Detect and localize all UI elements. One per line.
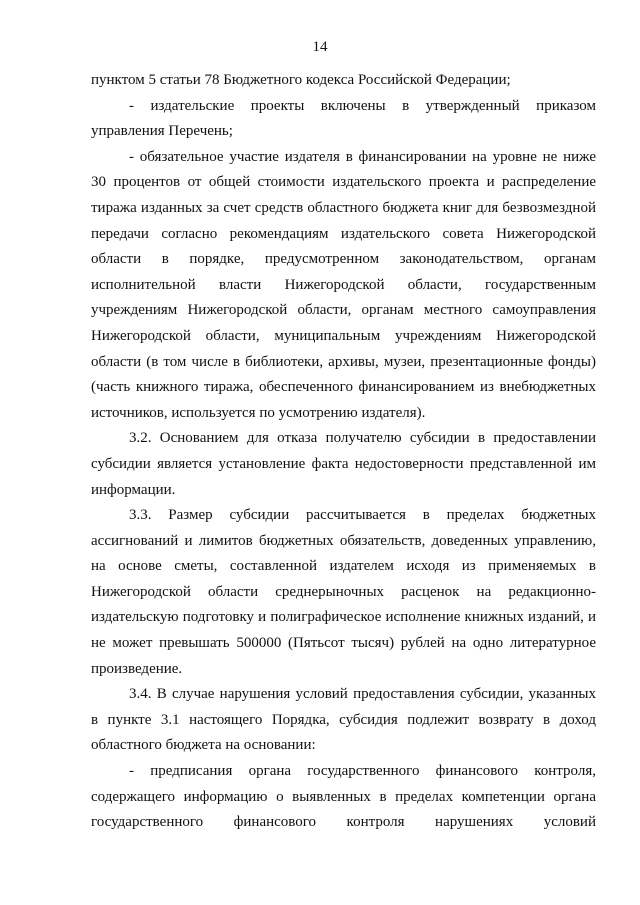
paragraph-list-item-participation: - обязательное участие издателя в финансировании на уровне не ниже 30 процентов от общей стоимости издательского проекта и распределение тиража изданных за счет средств областного бюджета книг для безвозмездной передачи согласно рекомендациям издательского совета Нижегородской области в порядке, предусмотренном законодательством, органам исполнительной власти Нижегородской области, государственным учреждениям Нижегородской области, органам местного самоуправления Нижегородской области, муниципальным учреждениям Нижегородской области (в том числе в библиотеки, архивы, музеи, презентационные фонды) (часть книжного тиража, обеспеченного финансированием из внебюджетных источников, используется по усмотрению издателя). bbox=[91, 148, 596, 421]
paragraph-continuation: пунктом 5 статьи 78 Бюджетного кодекса Российской Федерации; bbox=[91, 72, 511, 88]
document-body bbox=[91, 68, 596, 836]
paragraph-list-item-prescription: - предписания органа государственного финансового контроля, содержащего информацию о выявленных в пределах компетенции органа государственного финансового контроля нарушениях условий bbox=[91, 763, 596, 831]
paragraph-3-2: 3.2. Основанием для отказа получателю субсидии в предоставлении субсидии является установление факта недостоверности представленной им информации. bbox=[91, 430, 596, 498]
paragraph-list-item-projects: - издательские проекты включены в утвержденный приказом управления Перечень; bbox=[91, 97, 596, 140]
paragraph-3-3: 3.3. Размер субсидии рассчитывается в пределах бюджетных ассигнований и лимитов бюджетных обязательств, доведенных управлению, на основе сметы, составленной издателем исходя из применяемых в Нижегородской области среднерыночных расценок на редакционно-издательскую подготовку и полиграфическое исполнение книжных изданий, и не может превышать 500000 (Пятьсот тысяч) рублей на одно литературное произведение. bbox=[91, 507, 596, 677]
paragraph-3-4: 3.4. В случае нарушения условий предоставления субсидии, указанных в пункте 3.1 настоящего Порядка, субсидия подлежит возврату в доход областного бюджета на основании: bbox=[91, 686, 596, 754]
page-number: 14 bbox=[312, 39, 328, 55]
